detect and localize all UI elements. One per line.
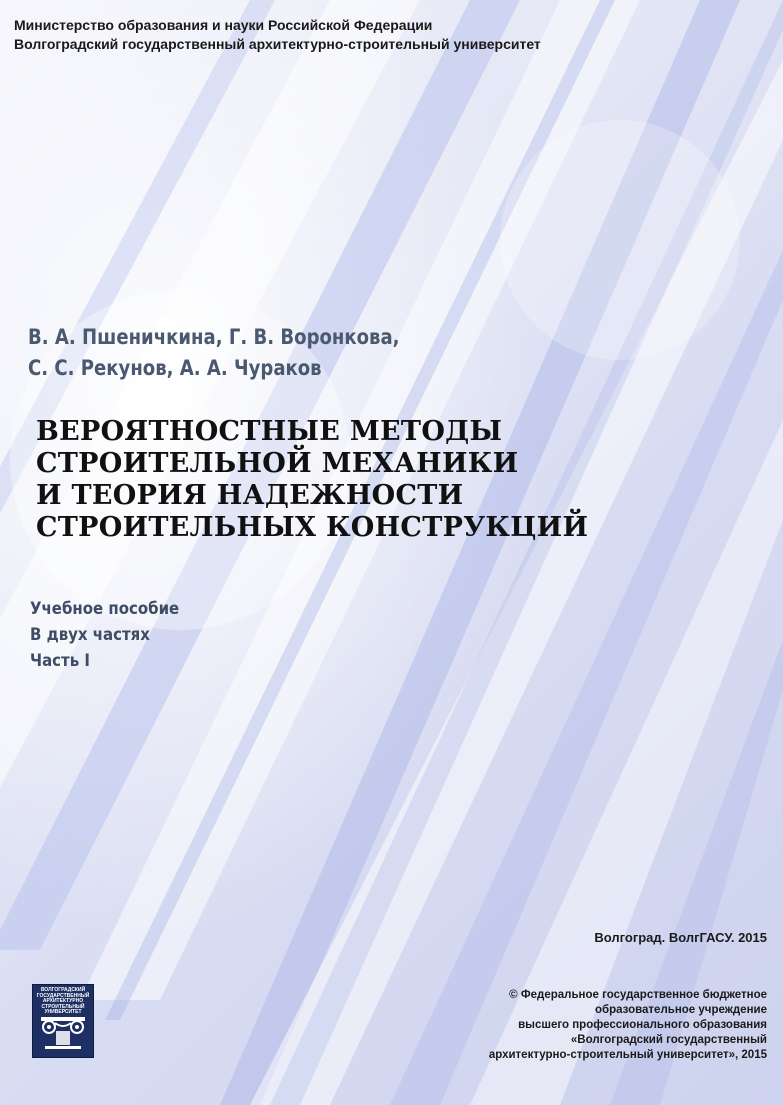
copyright-line: высшего профессионального образования xyxy=(518,1019,767,1031)
title-line: СТРОИТЕЛЬНОЙ МЕХАНИКИ xyxy=(36,448,519,479)
title-line: И ТЕОРИЯ НАДЕЖНОСТИ xyxy=(36,480,464,511)
logo-text: ВОЛГОГРАДСКИЙ ГОСУДАРСТВЕННЫЙ АРХИТЕКТУРНО СТРОИТЕЛЬНЫЙ УНИВЕРСИТЕТ xyxy=(36,987,90,1015)
copyright-line: архитектурно-строительный университет», 2015 xyxy=(488,1049,767,1061)
ministry-line: Министерство образования и науки Российской Федерации xyxy=(14,17,433,33)
university-logo-icon xyxy=(32,984,94,1058)
parts-count: В двух частях xyxy=(30,625,150,645)
ministry-header xyxy=(14,16,774,54)
part-number: Часть I xyxy=(30,651,90,671)
authors-line: С. С. Рекунов, А. А. Чураков xyxy=(28,356,322,380)
book-type: Учебное пособие xyxy=(30,599,180,619)
copyright-line: образовательное учреждение xyxy=(594,1004,767,1016)
city-year: Волгоград. ВолгГАСУ. 2015 xyxy=(594,930,767,945)
title-line: СТРОИТЕЛЬНЫХ КОНСТРУКЦИЙ xyxy=(36,512,589,543)
copyright-line: «Волгоградский государственный xyxy=(570,1034,767,1046)
subtitle-block xyxy=(30,596,382,674)
university-line: Волгоградский государственный архитектурно-строительный университет xyxy=(14,36,541,52)
title-line: ВЕРОЯТНОСТНЫЕ МЕТОДЫ xyxy=(36,416,503,447)
authors-block xyxy=(28,322,647,384)
ionic-capital-icon xyxy=(39,1013,87,1051)
authors-line: В. А. Пшеничкина, Г. В. Воронкова, xyxy=(28,325,400,349)
copyright-line: © Федеральное государственное бюджетное xyxy=(509,989,767,1001)
book-title xyxy=(36,416,776,544)
copyright-block xyxy=(307,988,767,1063)
